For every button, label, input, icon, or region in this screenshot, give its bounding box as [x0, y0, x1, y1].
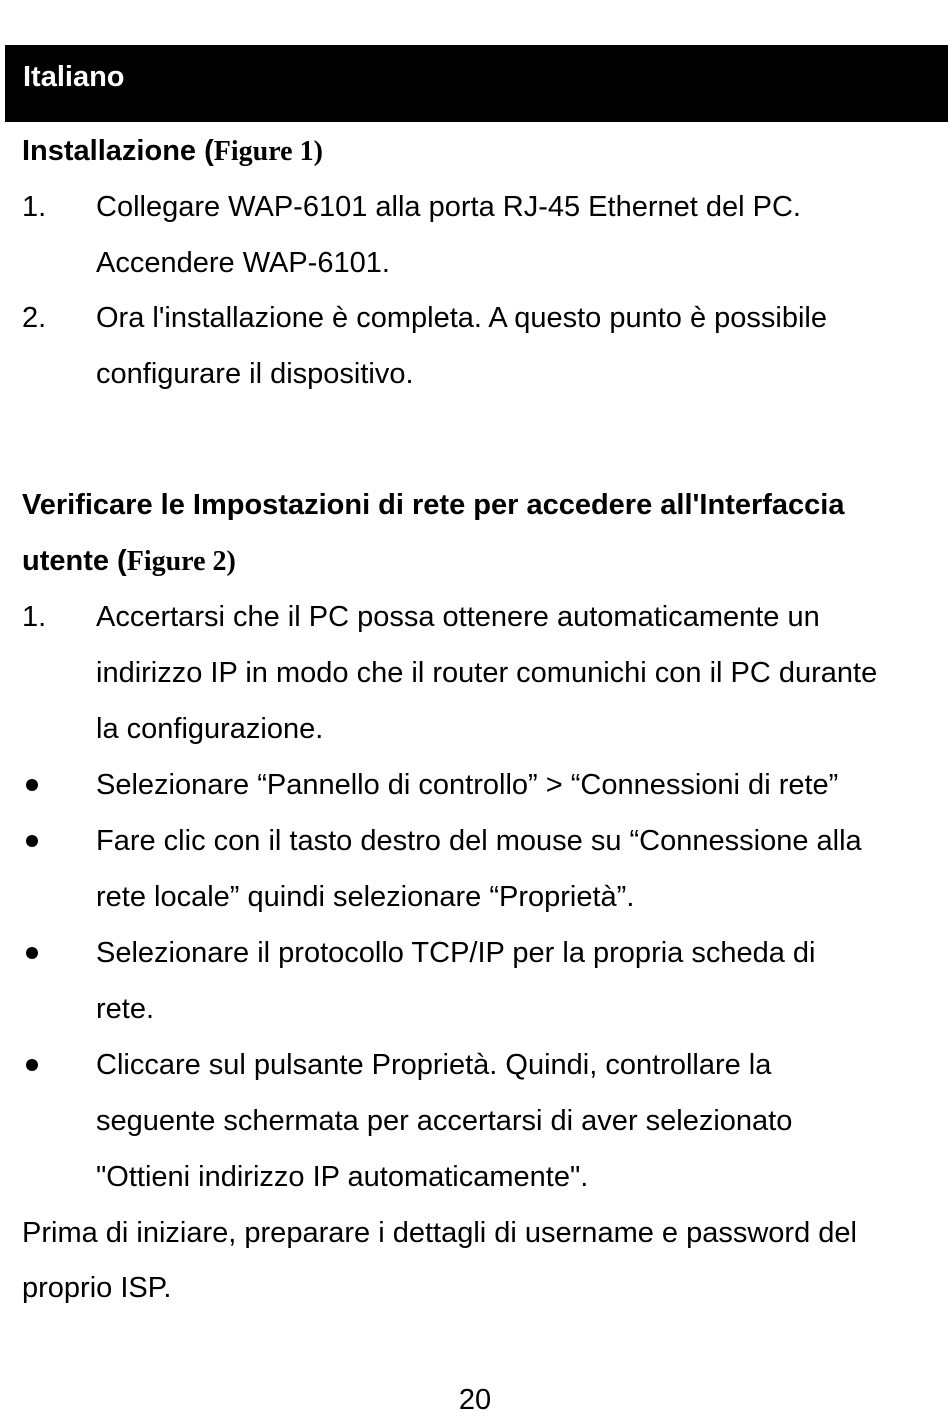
bullet-text: Fare clic con il tasto destro del mouse su “Connessione alla: [96, 825, 862, 857]
page-number: 20: [458, 1384, 492, 1416]
bullet-text: rete.: [96, 993, 155, 1025]
step-text: Accendere WAP-6101.: [96, 247, 390, 279]
step-number: 1.: [22, 191, 47, 223]
bullet-dot-icon: [26, 835, 38, 847]
paragraph-text: Prima di iniziare, preparare i dettagli di username e password del: [22, 1217, 857, 1249]
heading-text: utente (: [22, 545, 127, 577]
heading-close-paren: ): [226, 546, 236, 577]
step-text: Ora l'installazione è completa. A questo punto è possibile: [96, 302, 827, 334]
bullet-dot-icon: [26, 1059, 38, 1071]
paragraph-text: proprio ISP.: [22, 1272, 172, 1304]
step-text: indirizzo IP in modo che il router comunichi con il PC durante: [96, 657, 878, 689]
bullet-text: Selezionare il protocollo TCP/IP per la propria scheda di: [96, 937, 816, 969]
heading-text: Verificare le Impostazioni di rete per accedere all'Interfaccia: [22, 489, 845, 521]
bullet-dot-icon: [26, 947, 38, 959]
language-title: Italiano: [23, 61, 125, 93]
step-text: configurare il dispositivo.: [96, 358, 414, 390]
bullet-text: Cliccare sul pulsante Proprietà. Quindi, controllare la: [96, 1049, 772, 1081]
figure-reference: Figure 2: [126, 546, 227, 577]
language-header-bar: [5, 45, 948, 122]
heading-text: Installazione (: [22, 135, 214, 167]
figure-reference: Figure 1: [213, 136, 314, 167]
heading-close-paren: ): [313, 136, 323, 167]
step-number: 2.: [22, 302, 47, 334]
bullet-dot-icon: [26, 779, 38, 791]
bullet-text: Selezionare “Pannello di controllo” > “Connessioni di rete”: [96, 769, 839, 801]
step-text: Accertarsi che il PC possa ottenere automaticamente un: [96, 601, 820, 633]
step-text: la configurazione.: [96, 713, 324, 745]
bullet-text: seguente schermata per accertarsi di aver selezionato: [96, 1105, 793, 1137]
step-text: Collegare WAP-6101 alla porta RJ-45 Ethernet del PC.: [96, 191, 801, 223]
bullet-text: "Ottieni indirizzo IP automaticamente".: [96, 1161, 589, 1193]
step-number: 1.: [22, 601, 47, 633]
bullet-text: rete locale” quindi selezionare “Proprietà”.: [96, 881, 635, 913]
